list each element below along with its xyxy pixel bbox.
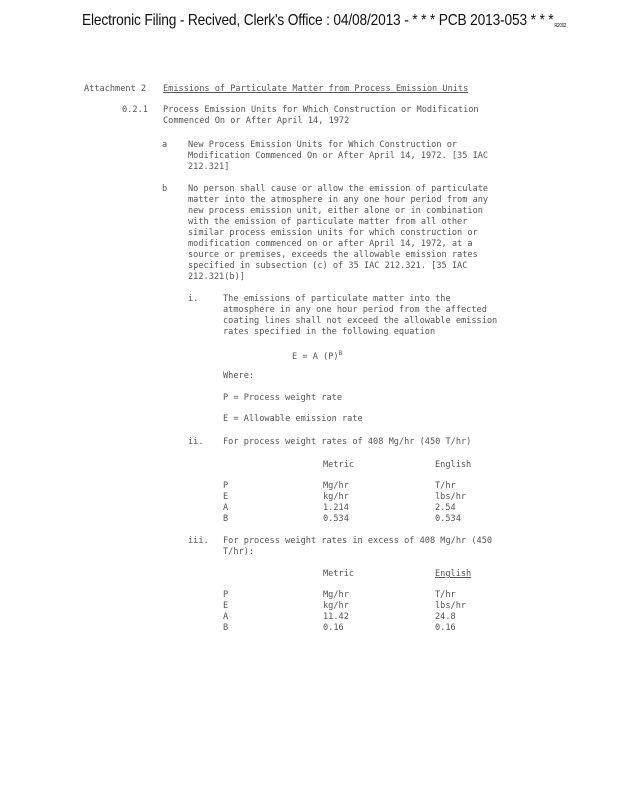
item-a-line-2: Modification Commenced On or After April 14, 1972. [35 IAC [188, 151, 489, 161]
table-iii-row-english: 24.8 [435, 612, 456, 622]
attachment-label: Attachment 2 [84, 84, 147, 94]
table-ii-row-label: E [223, 492, 229, 502]
item-a-line-3: 212.321] [188, 162, 230, 172]
table-ii-row-english: T/hr [435, 481, 456, 491]
table-ii-row-label: P [223, 481, 229, 491]
table-iii-row-label: E [223, 601, 229, 611]
item-ii-text: For process weight rates of 408 Mg/hr (450 T/hr) [223, 437, 472, 447]
definition-e: E = Allowable emission rate [223, 414, 363, 424]
item-i-line-4: rates specified in the following equation [223, 327, 436, 337]
item-b-line-5: similar process emission units for which construction or [188, 228, 478, 238]
table-iii-row-english: T/hr [435, 590, 456, 600]
item-i-line-3: coating lines shall not exceed the allowable emission [223, 316, 498, 326]
table-ii-row-metric: Mg/hr [323, 481, 349, 491]
item-i-marker: i. [188, 294, 199, 304]
equation-exponent: B [338, 350, 343, 357]
equation-text: E = A (P) [292, 352, 339, 362]
table-iii-header-english: English [435, 569, 472, 579]
item-b-line-8: specified in subsection (c) of 35 IAC 212.321. [35 IAC [188, 261, 468, 271]
table-ii-row-english: 2.54 [435, 503, 456, 513]
filing-stamp-header [82, 12, 567, 30]
item-b-line-1: No person shall cause or allow the emission of particulate [188, 184, 489, 194]
table-iii-row-label: B [223, 623, 229, 633]
where-label: Where: [223, 371, 255, 381]
table-ii-row-metric: 1.214 [323, 503, 349, 513]
item-b-marker: b [162, 184, 168, 194]
filing-stamp-text: Electronic Filing - Recived, Clerk's Office : 04/08/2013 - * * * PCB 2013-053 * * * [82, 12, 554, 29]
table-iii-row-english: 0.16 [435, 623, 456, 633]
table-iii-row-english: lbs/hr [435, 601, 467, 611]
item-iii-line-2: T/hr): [223, 547, 255, 557]
item-i-line-2: atmosphere in any one hour period from the affected [223, 305, 487, 315]
table-ii-row-label: B [223, 514, 229, 524]
table-iii-row-label: A [223, 612, 229, 622]
item-i-line-1: The emissions of particulate matter into the [223, 294, 451, 304]
item-b-line-6: modification commenced on or after April 14, 1972, at a [188, 239, 473, 249]
item-iii-line-1: For process weight rates in excess of 408 Mg/hr (450 [223, 536, 493, 546]
table-ii-row-label: A [223, 503, 229, 513]
section-number: 0.2.1 [122, 105, 148, 115]
item-b-line-9: 212.321(b)] [188, 272, 245, 282]
item-iii-marker: iii. [188, 536, 209, 546]
section-title-line-2: Commenced On or After April 14, 1972 [163, 116, 350, 126]
definition-p: P = Process weight rate [223, 393, 342, 403]
table-ii-row-metric: kg/hr [323, 492, 349, 502]
table-iii-row-metric: 0.16 [323, 623, 344, 633]
item-b-line-4: with the emission of particulate matter from all other [188, 217, 468, 227]
section-title-line-1: Process Emission Units for Which Construction or Modification [163, 105, 479, 115]
table-iii-row-metric: 11.42 [323, 612, 349, 622]
item-b-line-2: matter into the atmosphere in any one hour period from any [188, 195, 489, 205]
page-code: R2002 [554, 23, 567, 29]
table-iii-row-label: P [223, 590, 229, 600]
table-iii-row-metric: kg/hr [323, 601, 349, 611]
item-b-line-7: source or premises, exceeds the allowable emission rates [188, 250, 478, 260]
table-ii-row-english: 0.534 [435, 514, 461, 524]
emission-equation [292, 349, 342, 363]
item-ii-marker: ii. [188, 437, 204, 447]
table-ii-header-metric: Metric [323, 460, 355, 470]
attachment-title: Emissions of Particulate Matter from Process Emission Units [163, 84, 469, 94]
item-a-line-1: New Process Emission Units for Which Construction or [188, 140, 458, 150]
item-a-marker: a [162, 140, 168, 150]
table-ii-row-english: lbs/hr [435, 492, 467, 502]
table-ii-row-metric: 0.534 [323, 514, 349, 524]
item-b-line-3: new process emission unit, either alone or in combination [188, 206, 483, 216]
table-iii-header-metric: Metric [323, 569, 355, 579]
table-iii-row-metric: Mg/hr [323, 590, 349, 600]
table-ii-header-english: English [435, 460, 472, 470]
